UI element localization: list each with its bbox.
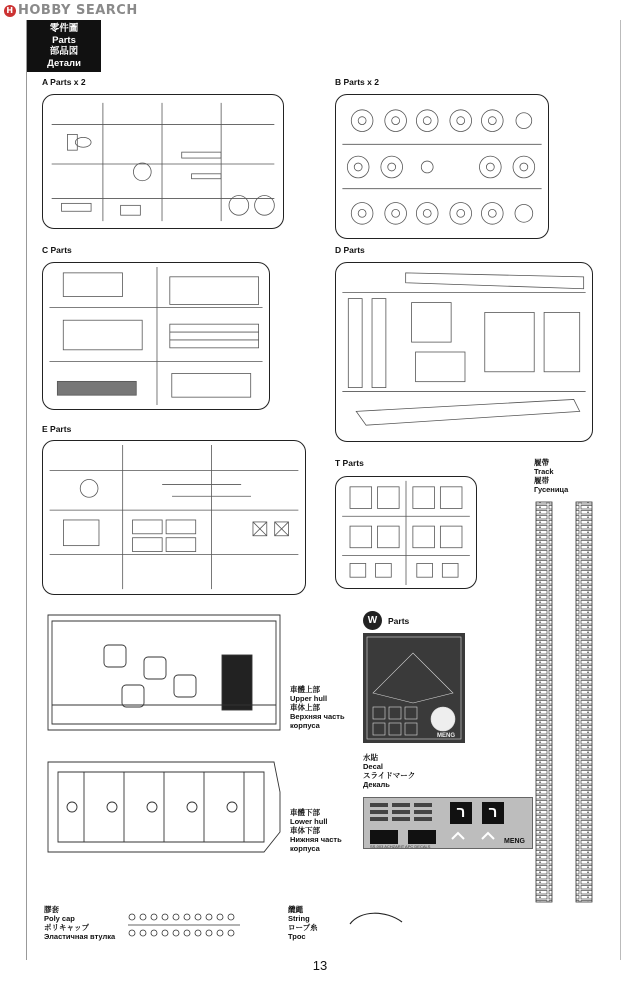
lower-hull-ru2: корпуса (290, 844, 320, 853)
track-ru: Гусеница (534, 485, 569, 494)
string-zh: 纜繩 (288, 905, 303, 914)
sprue-c-frame (42, 262, 270, 410)
watermark (4, 3, 138, 18)
decal-en: Decal (363, 762, 384, 771)
lower-hull-drawing (44, 752, 284, 862)
decal-ja: スライドマーク (363, 771, 416, 780)
watermark-text: HOBBY SEARCH (18, 3, 138, 18)
track-ja: 履帯 (534, 476, 549, 485)
upper-hull-zh: 車體上部 (290, 685, 320, 694)
poly-cap-drawing (124, 910, 244, 940)
lower-hull-label (290, 808, 342, 853)
lower-hull-en: Lower hull (290, 817, 328, 826)
sprue-a-label: A Parts x 2 (42, 77, 86, 87)
sprue-t-drawing (336, 477, 476, 588)
track-en: Track (534, 467, 554, 476)
sprue-d-label: D Parts (335, 245, 365, 255)
lower-hull-zh: 車體下部 (290, 808, 320, 817)
upper-hull-ru2: корпуса (290, 721, 320, 730)
parts-header-box (27, 20, 101, 72)
sprue-t-frame (335, 476, 477, 589)
header-en: Parts (52, 34, 76, 46)
upper-hull-ru1: Верхняя часть (290, 712, 345, 721)
poly-cap-zh: 膠套 (44, 905, 59, 914)
poly-cap-label (44, 905, 115, 941)
pe-brand-text: MENG (437, 733, 455, 739)
left-margin-line (26, 20, 27, 960)
header-ru: Детали (47, 57, 81, 69)
track-runs (532, 500, 602, 905)
sprue-w-badge: W (363, 611, 382, 630)
upper-hull-ja: 車体上部 (290, 703, 320, 712)
string-drawing (346, 908, 406, 928)
track-label (534, 458, 568, 494)
decal-sheet (363, 797, 533, 849)
lower-hull-ja: 車体下部 (290, 826, 320, 835)
upper-hull-en: Upper hull (290, 694, 328, 703)
decal-brand: MENG (504, 838, 525, 845)
upper-hull-label (290, 685, 345, 730)
string-en: String (288, 914, 310, 923)
track-zh: 履帶 (534, 458, 549, 467)
decal-glyph-1: ר (450, 802, 472, 824)
sprue-c-label: C Parts (42, 245, 72, 255)
poly-cap-en: Poly cap (44, 914, 75, 923)
hobby-search-logo-icon: H (4, 5, 16, 17)
sprue-b-label: B Parts x 2 (335, 77, 379, 87)
sprue-e-frame (42, 440, 306, 595)
sprue-d-drawing (336, 263, 592, 441)
decal-plate-dark-2 (408, 830, 436, 844)
string-label (288, 905, 318, 941)
decal-chevrons (450, 828, 504, 838)
sprue-b-frame (335, 94, 549, 239)
decal-plates (370, 803, 438, 827)
sprue-b-drawing (336, 95, 548, 238)
sprue-a-frame (42, 94, 284, 229)
header-zh: 零件圖 (49, 23, 79, 34)
decal-glyph-2: ר (482, 802, 504, 824)
track-drawing (532, 500, 602, 905)
decal-ru: Декаль (363, 780, 390, 789)
decal-zh: 水貼 (363, 753, 378, 762)
string-ja: ロープ糸 (288, 923, 318, 932)
decal-label (363, 753, 415, 789)
poly-cap-ru: Эластичная втулка (44, 932, 116, 941)
sprue-w-label: Parts (388, 616, 410, 626)
page-number: 13 (312, 958, 328, 973)
sprue-d-frame (335, 262, 593, 442)
sprue-e-label: E Parts (42, 424, 72, 434)
decal-sheet-code: SS-003 ACHZARIT APC DECALS (370, 844, 431, 849)
sprue-t-label: T Parts (335, 458, 364, 468)
sprue-a-drawing (43, 95, 283, 228)
photo-etch-fret (363, 633, 465, 743)
decal-plate-dark-1 (370, 830, 398, 844)
sprue-c-drawing (43, 263, 269, 409)
poly-cap-ja: ポリキャップ (44, 923, 89, 932)
string-ru: Трос (288, 932, 306, 941)
right-margin-line (620, 20, 621, 960)
sprue-e-drawing (43, 441, 305, 594)
header-ja: 部品図 (49, 46, 79, 57)
upper-hull-drawing (44, 605, 284, 738)
lower-hull-ru1: Нижняя часть (290, 835, 342, 844)
